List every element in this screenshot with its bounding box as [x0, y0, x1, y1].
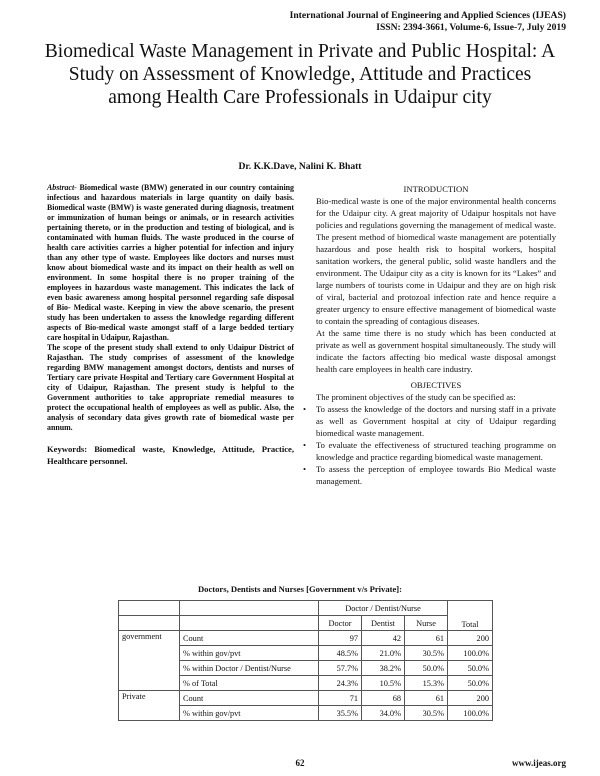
right-column [303, 183, 556, 487]
cell: 50.0% [448, 676, 493, 691]
row-label: Count [180, 691, 319, 706]
cell: 61 [405, 631, 448, 646]
cell: 71 [319, 691, 362, 706]
cell: 35.5% [319, 706, 362, 721]
data-table [118, 600, 493, 721]
column-header-nurse: Nurse [405, 616, 448, 631]
cell: 61 [405, 691, 448, 706]
bullet-icon: • [303, 440, 307, 450]
table-header-row [119, 601, 493, 616]
cell: 34.0% [362, 706, 405, 721]
cell: 38.2% [362, 661, 405, 676]
objective-item: • To assess the knowledge of the doctors and nursing staff in a private as well as Government hospital at city of Udaipur regarding biomedical waste management. [303, 404, 556, 438]
cell: 100.0% [448, 646, 493, 661]
introduction-paragraph-2: At the same time there is no study which has been conducted at private as well as government hospital simultaneously. The study will indicate the factors affecting bio medical waste disposal amongst health care employees in health care industry. [316, 328, 556, 374]
cell: 97 [319, 631, 362, 646]
cell: 100.0% [448, 706, 493, 721]
table-row [119, 691, 493, 706]
row-label: % within gov/pvt [180, 646, 319, 661]
abstract-paragraph-2: The scope of the present study shall extend to only Udaipur District of Rajasthan. The study comprises of assessment of the knowledge regarding BMW management amongst doctors, dentists and nurses of Tertiary care private Hospital and Tertiary care Government Hospital at city of Udaipur, Rajasthan. The present study is helpful to the Government authorities to take appropriate remedial measures to protect the occupational health of employees as well as public. Also, the analysis of secondary data gives growth rate of biomedical waste per annum. [47, 343, 294, 432]
group-label: government [119, 631, 180, 691]
objective-item: • To evaluate the effectiveness of structured teaching programme on knowledge and practice regarding biomedical waste management. [303, 440, 556, 462]
cell: 42 [362, 631, 405, 646]
group-label: Private [119, 691, 180, 721]
journal-website: www.ijeas.org [512, 758, 566, 768]
abstract-paragraph-1 [47, 183, 294, 343]
abstract [47, 183, 294, 433]
cell: 21.0% [362, 646, 405, 661]
page-number: 62 [295, 758, 305, 768]
cell: 50.0% [448, 661, 493, 676]
cell: 30.5% [405, 706, 448, 721]
introduction-heading: INTRODUCTION [403, 184, 469, 194]
cell: 48.5% [319, 646, 362, 661]
bullet-icon: • [303, 404, 307, 414]
cell: 15.3% [405, 676, 448, 691]
row-label: % within gov/pvt [180, 706, 319, 721]
objectives-intro: The prominent objectives of the study can be specified as: [316, 392, 516, 402]
keywords: Keywords: Biomedical waste, Knowledge, Attitude, Practice, Healthcare personnel. [47, 444, 294, 466]
column-header-doctor: Doctor [319, 616, 362, 631]
abstract-text-1: Biomedical waste (BMW) generated in our country containing infectious and hazardous materials in large quantity on daily basis. Biomedical waste (BMW) is waste generated during diagnosis, treatment or immunization of human beings or animals, or in research activities pertaining thereto, or in the production and testing of biological, and is contaminated with human fluids. The waste produced in the course of health care activities carries a higher potential for infection and injury than any other type of waste. Employees like doctors and nurses must know about biomedical waste and its impact on their health as well on environment. In some hospital there is no proper training of the employees in hazardous waste management. This indicates the lack of even basic awareness among hospital personnel regarding safe disposal of Bio- Medical waste. Keeping in view the above scenario, the present study has been undertaken to assess the knowledge regarding different aspects of Bio-medical waste amongst staff of a large bedded tertiary care hospital in Udaipur, Rajasthan. [47, 183, 294, 342]
table-row [119, 631, 493, 646]
cell: 10.5% [362, 676, 405, 691]
cell: 57.7% [319, 661, 362, 676]
row-label: Count [180, 631, 319, 646]
journal-header [290, 10, 566, 34]
group-header: Doctor / Dentist/Nurse [319, 601, 448, 616]
cell: 24.3% [319, 676, 362, 691]
journal-issn: ISSN: 2394-3661, Volume-6, Issue-7, July 2019 [376, 22, 566, 33]
cell: 68 [362, 691, 405, 706]
cell: 200 [448, 691, 493, 706]
objectives-list [303, 403, 556, 487]
row-label: % of Total [180, 676, 319, 691]
left-column [47, 183, 294, 467]
cell: 30.5% [405, 646, 448, 661]
cell: 200 [448, 631, 493, 646]
column-header-total: Total [448, 601, 493, 631]
table-caption: Doctors, Dentists and Nurses [Government v/s Private]: [197, 584, 403, 594]
introduction-paragraph-1: Bio-medical waste is one of the major environmental health concerns for the Udaipur city. A great majority of Udaipur hospitals not have policies and regulations governing the management of medical waste. The present method of biomedical waste management are potentially hazardous and pose health risk to hospital workers, hospital sanitation workers, the general public, solid waste handlers and the environment. The Udaipur city as a city is known for its “Lakes” and large numbers of tourists come in Udaipur and they are on high risk of viral, bacterial and protozoal infection rate and hence require a greater urgency to ensure effective management of biomedical waste to contain the spreading of contagious diseases. [316, 196, 556, 326]
paper-title: Biomedical Waste Management in Private and Public Hospital: A Study on Assessment of Knowledge, Attitude and Practices among Health Care Professionals in Udaipur city [44, 41, 556, 108]
objectives-heading: OBJECTIVES [410, 380, 462, 390]
column-header-dentist: Dentist [362, 616, 405, 631]
bullet-icon: • [303, 464, 307, 474]
objective-item: • To assess the perception of employee towards Bio Medical waste management. [303, 464, 556, 486]
abstract-label: Abstract- [47, 183, 77, 192]
journal-name: International Journal of Engineering and Applied Sciences (IJEAS) [289, 10, 566, 21]
table-subheader-row [119, 616, 493, 631]
paper-authors: Dr. K.K.Dave, Nalini K. Bhatt [238, 161, 362, 172]
row-label: % within Doctor / Dentist/Nurse [180, 661, 319, 676]
cell: 50.0% [405, 661, 448, 676]
